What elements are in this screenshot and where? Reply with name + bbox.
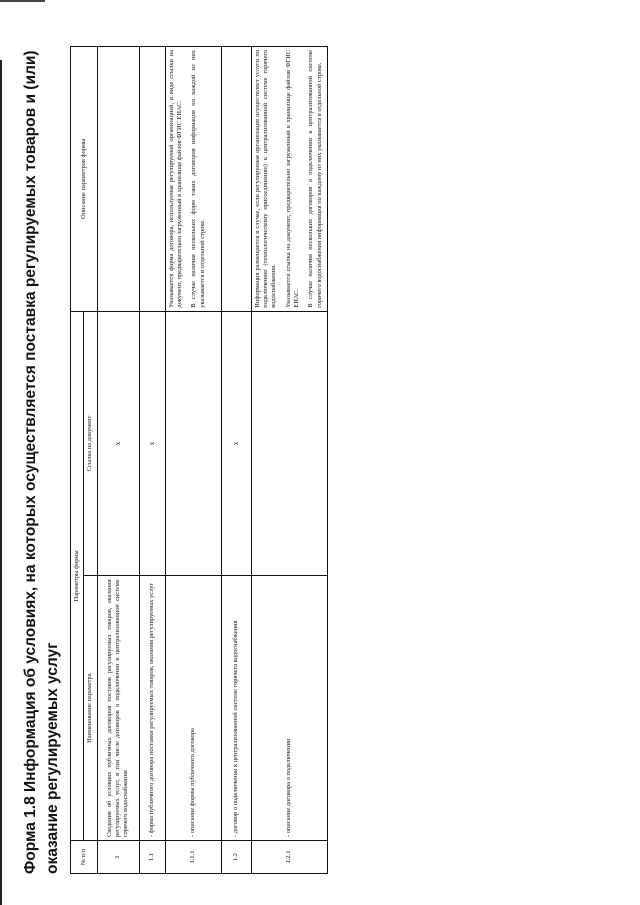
scan-edge-left (0, 60, 2, 905)
row-name: - описание договора о подключении (251, 576, 327, 841)
row-link: x (97, 311, 139, 576)
row-link: x (139, 311, 165, 576)
row-desc (97, 47, 139, 312)
row-name: Сведения об условиях публичных договоров поставок регулируемых товаров, оказания регулируемых услуг, в том числе договоров о подключении к централизованной системе горячего водоснабжения (97, 576, 139, 841)
header-num: № п/п (71, 841, 98, 874)
table-row (165, 47, 221, 874)
table-row (139, 47, 165, 874)
desc-paragraph: Информация размещается в случае, если регулируемая организация осуществляет услуги по подключению (технологическому присоединению) к централизованной системе горячего водоснабжения. (253, 50, 278, 308)
desc-paragraph: Указывается ссылка на документ, предварительно загруженный в хранилище файлов ФГИС ЕИАС. (284, 50, 300, 308)
row-desc (221, 47, 251, 312)
row-desc (139, 47, 165, 312)
desc-paragraph: Указывается форма договора, используемая регулируемой организацией, в виде ссылки на документ, предварительно загруженный в хранилище файлов ФГИС ЕИАС. (167, 50, 183, 308)
row-num: 1.2 (221, 841, 251, 874)
row-name: - описание формы публичного договора (165, 576, 221, 841)
table-row (97, 47, 139, 874)
row-name: - форма публичного договора поставки регулируемых товаров, оказания регулируемых услуг (139, 576, 165, 841)
header-name: Наименование параметра (84, 576, 97, 841)
table-row (221, 47, 251, 874)
row-num: 1.1 (139, 841, 165, 874)
header-link: Ссылка на документ (84, 311, 97, 576)
row-desc (165, 47, 221, 312)
header-desc: Описание параметров формы (71, 47, 98, 312)
form-title: Форма 1.8 Информация об условиях, на которых осуществляется поставка регулируемых товаров и (или) оказание регулируемых услуг (22, 50, 61, 874)
rotated-page (20, 40, 620, 880)
table-header-row (71, 47, 84, 874)
row-link: x (221, 311, 251, 576)
row-num: 1.1.1 (165, 841, 221, 874)
scan-edge-top (0, 0, 45, 2)
row-name: - договор о подключении к централизованной системе горячего водоснабжения (221, 576, 251, 841)
header-params: Параметры формы (71, 311, 84, 840)
row-desc (251, 47, 327, 312)
form-table (70, 46, 328, 874)
desc-paragraph: В случае наличия нескольких договоров о подключении к централизованной системе горячего водоснабжения информация по каждому из них указывается в отдельной строке. (307, 50, 323, 308)
row-num: 1.2.1 (251, 841, 327, 874)
desc-paragraph: В случае наличия нескольких форм таких договоров информация по каждой из них указывается в отдельной строке. (190, 50, 206, 308)
row-link (165, 311, 221, 576)
row-link (251, 311, 327, 576)
table-row (251, 47, 327, 874)
row-num: 1 (97, 841, 139, 874)
